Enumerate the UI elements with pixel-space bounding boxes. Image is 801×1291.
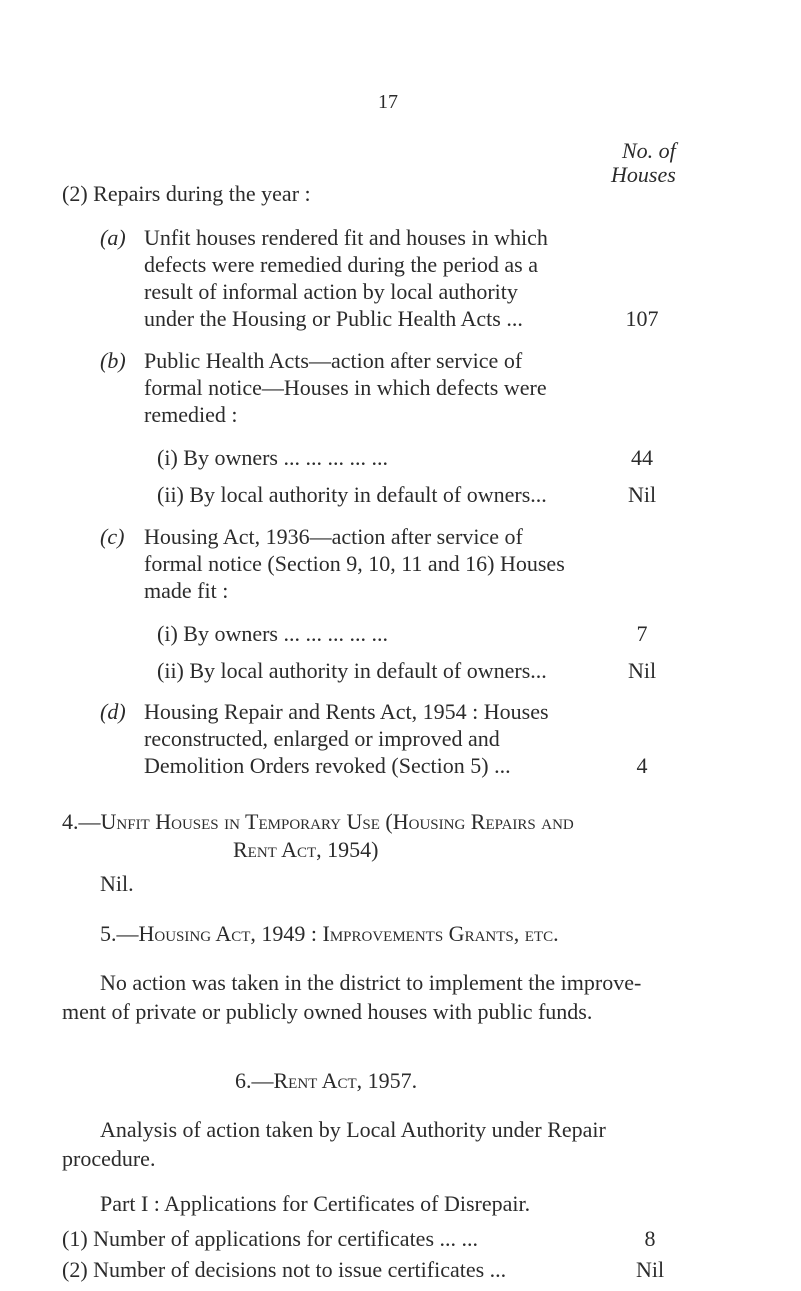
item-text-line: Demolition Orders revoked (Section 5) ... — [144, 753, 511, 778]
sub-item-text: (ii) By local authority in default of owners... — [157, 482, 547, 507]
item-text-line: formal notice (Section 9, 10, 11 and 16) Houses — [144, 551, 565, 576]
item-text-line: result of informal action by local authority — [144, 279, 518, 304]
item-label: (d) — [100, 699, 126, 724]
item-text-line: defects were remedied during the period as a — [144, 252, 538, 277]
item-text-line: Housing Repair and Rents Act, 1954 : Houses — [144, 699, 549, 724]
section-heading: (2) Repairs during the year : — [62, 181, 311, 206]
page-number: 17 — [378, 91, 398, 113]
section-heading-line1: 4.—Unfit Houses in Temporary Use (Housing Repairs and — [62, 809, 574, 834]
paragraph-line: procedure. — [62, 1146, 156, 1171]
list-item-text: (1) Number of applications for certificates ... ... — [62, 1226, 479, 1251]
item-text-line: formal notice—Houses in which defects were — [144, 375, 547, 400]
sub-item-value: Nil — [627, 658, 657, 683]
item-value: 4 — [636, 753, 648, 778]
sub-item-text: (ii) By local authority in default of owners... — [157, 658, 547, 683]
item-text-line: made fit : — [144, 578, 229, 603]
list-item-value: Nil — [635, 1257, 665, 1282]
section-heading: 5.—Housing Act, 1949 : Improvements Grants, etc. — [100, 921, 559, 946]
item-text-line: reconstructed, enlarged or improved and — [144, 726, 500, 751]
item-text-line: under the Housing or Public Health Acts ... — [144, 306, 523, 331]
section-heading: 6.—Rent Act, 1957. — [235, 1068, 418, 1093]
list-item-value: 8 — [644, 1226, 656, 1251]
item-text-line: remedied : — [144, 402, 238, 427]
item-value: 107 — [625, 306, 659, 331]
section-body: Nil. — [100, 871, 134, 896]
sub-item-text: (i) By owners ... ... ... ... ... — [157, 445, 388, 470]
item-label: (a) — [100, 225, 126, 250]
item-label: (b) — [100, 348, 126, 373]
column-header-line1: No. of — [622, 138, 676, 163]
item-label: (c) — [100, 524, 125, 549]
section-heading-line2: Rent Act, 1954) — [233, 837, 379, 862]
list-item-text: (2) Number of decisions not to issue certificates ... — [62, 1257, 507, 1282]
paragraph-line: ment of private or publicly owned houses with public funds. — [62, 999, 593, 1024]
column-header-line2: Houses — [611, 162, 676, 187]
item-text-line: Public Health Acts—action after service of — [144, 348, 523, 373]
paragraph-line: No action was taken in the district to implement the improve- — [100, 970, 642, 995]
sub-item-value: 7 — [636, 621, 648, 646]
sub-item-value: 44 — [631, 445, 653, 470]
sub-item-value: Nil — [627, 482, 657, 507]
paragraph-line: Analysis of action taken by Local Authority under Repair — [100, 1117, 606, 1142]
sub-item-text: (i) By owners ... ... ... ... ... — [157, 621, 388, 646]
item-text-line: Unfit houses rendered fit and houses in which — [144, 225, 548, 250]
item-text-line: Housing Act, 1936—action after service of — [144, 524, 523, 549]
part-heading: Part I : Applications for Certificates of Disrepair. — [100, 1191, 531, 1216]
